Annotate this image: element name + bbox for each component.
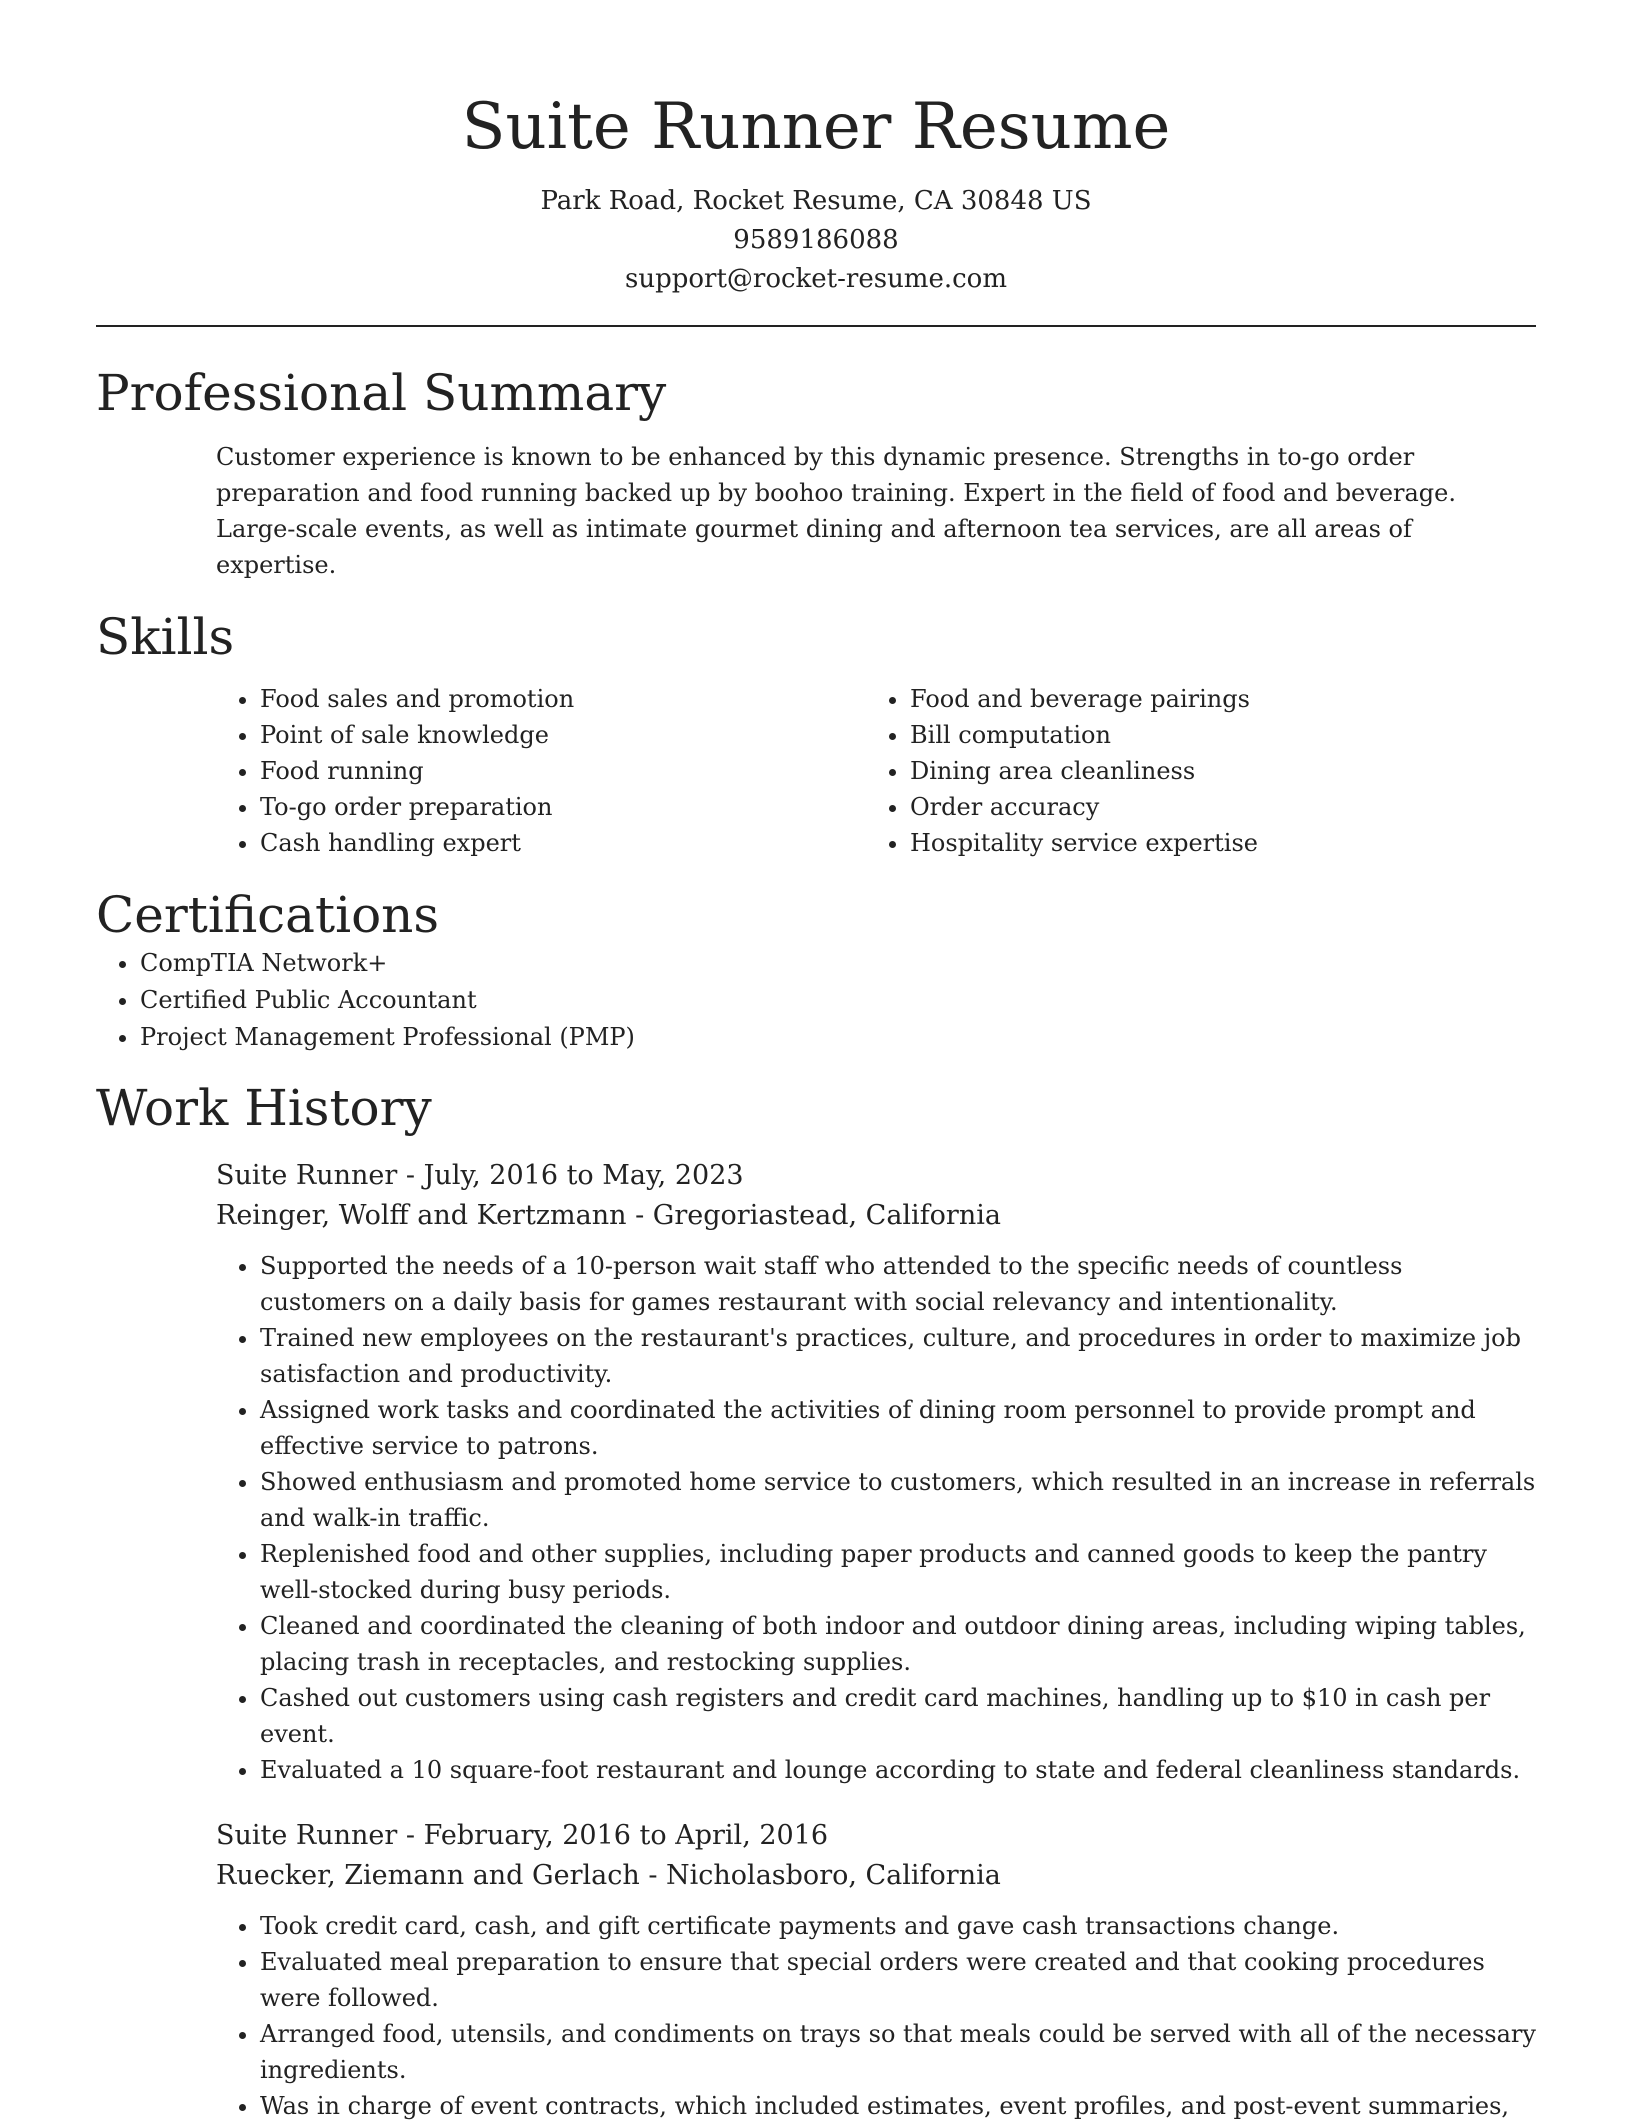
section-title-work-history: Work History [96,1079,432,1137]
job-company-line: Ruecker, Ziemann and Gerlach - Nicholasboro, California [216,1860,1001,1891]
address: Park Road, Rocket Resume, CA 30848 US [540,186,1092,216]
list-item: • Bill computation [910,717,1516,753]
list-item: • Certified Public Accountant [140,982,1536,1019]
header-divider [96,325,1536,327]
list-item: • Evaluated a 10 square-foot restaurant and lounge according to state and federal cleanliness standards. [260,1752,1536,1788]
list-item: • Evaluated meal preparation to ensure that special orders were created and that cooking procedures were followed. [260,1944,1536,2016]
list-item: • CompTIA Network+ [140,945,1536,982]
resume-page [96,0,1536,2124]
section-title-skills: Skills [96,608,235,666]
certifications-list [96,945,1536,1056]
resume-title: Suite Runner Resume [461,90,1171,164]
phone-number: 9589186088 [733,225,899,255]
email-address: support@rocket-resume.com [624,264,1007,294]
list-item: • Order accuracy [910,789,1516,825]
list-item: • Food sales and promotion [260,681,866,717]
list-item: • Project Management Professional (PMP) [140,1019,1536,1056]
list-item: • Food and beverage pairings [910,681,1516,717]
job-title-line: Suite Runner - February, 2016 to April, 2016 [216,1820,829,1851]
list-item: • Cash handling expert [260,825,866,861]
job-entry [216,1816,1536,2124]
skills-columns [216,681,1536,861]
list-item: • Trained new employees on the restaurant's practices, culture, and procedures in order to maximize job satisfaction and productivity. [260,1320,1536,1392]
list-item: • Arranged food, utensils, and condiments on trays so that meals could be served with all of the necessary ingredients. [260,2016,1536,2088]
list-item: • Replenished food and other supplies, including paper products and canned goods to keep the pantry well-stocked during busy periods. [260,1536,1536,1608]
list-item: • Cleaned and coordinated the cleaning of both indoor and outdoor dining areas, including wiping tables, placing trash in receptacles, and restocking supplies. [260,1608,1536,1680]
list-item: • Supported the needs of a 10-person wait staff who attended to the specific needs of countless customers on a daily basis for games restaurant with social relevancy and intentionality. [260,1248,1536,1320]
list-item: • Food running [260,753,866,789]
job-company-line: Reinger, Wolff and Kertzmann - Gregoriastead, California [216,1200,1001,1231]
job-entry [216,1156,1536,1788]
skills-list-left [216,681,866,861]
list-item: • Hospitality service expertise [910,825,1516,861]
job-heading [216,1156,1536,1236]
list-item: • Was in charge of event contracts, which included estimates, event profiles, and post-event summaries, [260,2088,1536,2124]
summary-text: Customer experience is known to be enhanced by this dynamic presence. Strengths in to-go order preparation and food running backed up by boohoo training. Expert in the field of food and beverage. Large-scale events, as well as intimate gourmet dining and afternoon tea services, are all areas of expertise. [216,443,1456,579]
skills-list-right [866,681,1516,861]
list-item: • Point of sale knowledge [260,717,866,753]
job-heading [216,1816,1536,1896]
skills-column-right [866,681,1516,861]
resume-header [96,0,1536,299]
list-item: • Dining area cleanliness [910,753,1516,789]
contact-info [96,182,1536,299]
list-item: • To-go order preparation [260,789,866,825]
list-item: • Showed enthusiasm and promoted home service to customers, which resulted in an increase in referrals and walk-in traffic. [260,1464,1536,1536]
job-duties-list [216,1248,1536,1788]
list-item: • Cashed out customers using cash registers and credit card machines, handling up to $10 in cash per event. [260,1680,1536,1752]
job-title-line: Suite Runner - July, 2016 to May, 2023 [216,1160,744,1191]
section-title-certifications: Certifications [96,886,440,944]
job-duties-list [216,1908,1536,2124]
section-title-summary: Professional Summary [96,364,667,422]
skills-column-left [216,681,866,861]
list-item: • Took credit card, cash, and gift certificate payments and gave cash transactions change. [260,1908,1536,1944]
list-item: • Assigned work tasks and coordinated the activities of dining room personnel to provide prompt and effective service to patrons. [260,1392,1536,1464]
